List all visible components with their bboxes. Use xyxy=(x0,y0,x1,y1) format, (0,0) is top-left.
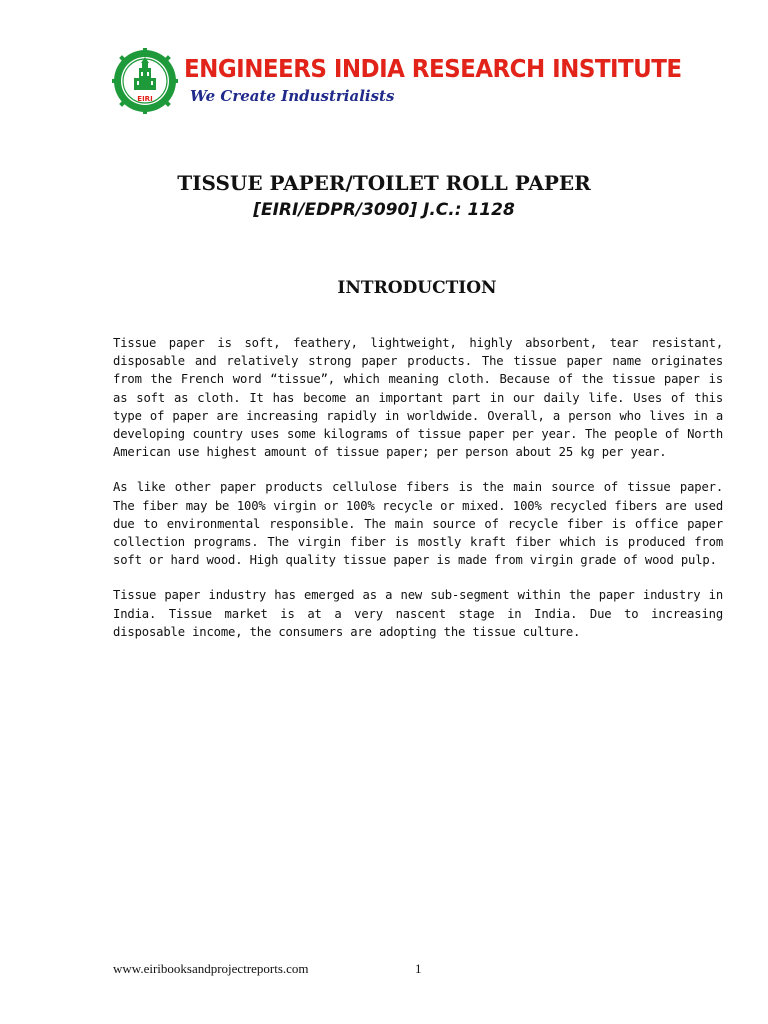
organization-tagline: We Create Industrialists xyxy=(190,87,395,105)
letterhead xyxy=(112,44,682,124)
section-heading: INTRODUCTION xyxy=(337,278,497,298)
document-code: [EIRI/EDPR/3090] J.C.: 1128 xyxy=(253,200,515,220)
eiri-seal-logo xyxy=(112,48,178,114)
document-title: TISSUE PAPER/TOILET ROLL PAPER xyxy=(177,171,591,195)
footer-website-link[interactable]: www.eiribooksandprojectreports.com xyxy=(113,961,309,976)
organization-name: ENGINEERS INDIA RESEARCH INSTITUTE xyxy=(184,54,682,83)
page-number: 1 xyxy=(415,961,422,976)
seal-text: EIRI xyxy=(137,95,153,103)
paragraph: As like other paper products cellulose fibers is the main source of tissue paper. The fiber may be 100% virgin or 100% recycle or mixed. 100% recycled fibers are used due to environmental responsible. The main source of recycle fiber is office paper collection programs. The virgin fiber is mostly kraft fiber which is produced from soft or hard wood. High quality tissue paper is made from virgin grade of wood pulp. xyxy=(113,480,723,568)
paragraph: Tissue paper industry has emerged as a new sub-segment within the paper industry in India. Tissue market is at a very nascent stage in India. Due to increasing disposable income, the consumers are adopting the tissue culture. xyxy=(113,588,723,639)
paragraph: Tissue paper is soft, feathery, lightweight, highly absorbent, tear resistant, disposable and relatively strong paper products. The tissue paper name originates from the French word “tissue”, which meaning cloth. Because of the tissue paper is as soft as cloth. It has become an important part in our daily life. Uses of this type of paper are increasing rapidly in worldwide. Overall, a person who lives in a developing country uses some kilograms of tissue paper per year. The people of North American use highest amount of tissue paper; per person about 25 kg per year. xyxy=(113,336,723,460)
introduction-body xyxy=(113,334,723,658)
